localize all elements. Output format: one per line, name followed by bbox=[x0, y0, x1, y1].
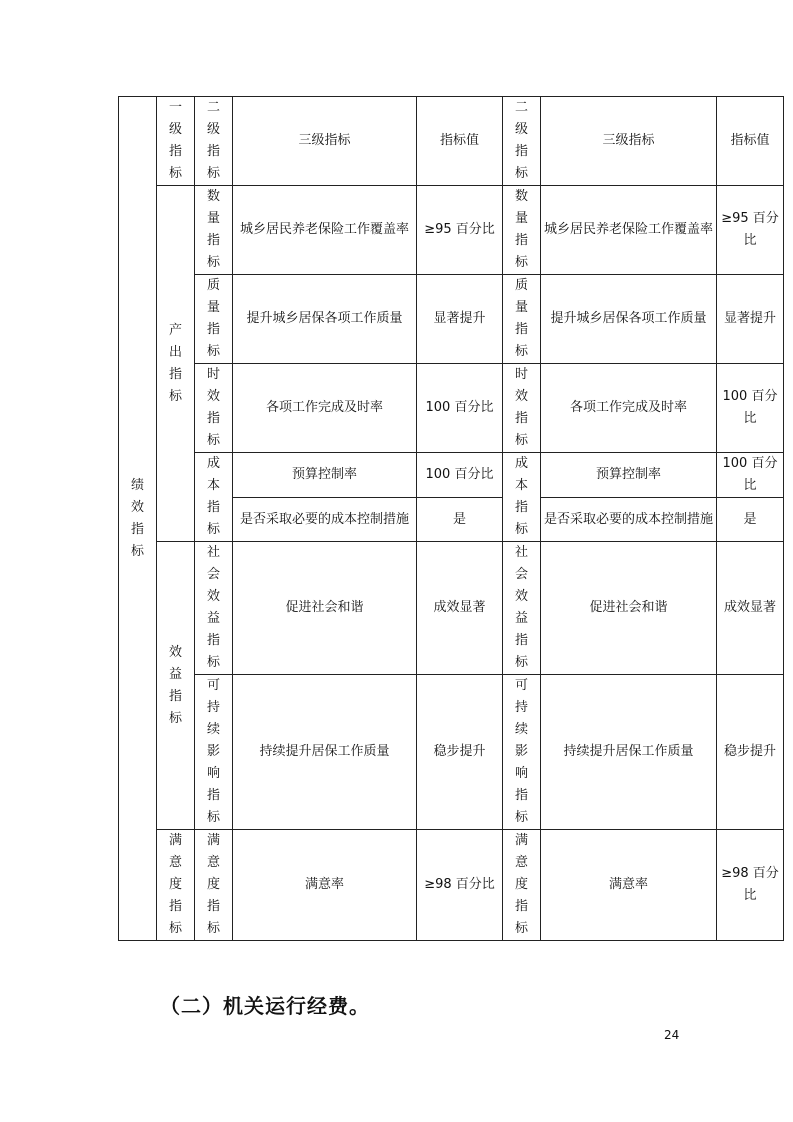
level3-cell-b: 满意率 bbox=[541, 830, 717, 941]
level2-cell: 数量指标 bbox=[195, 186, 233, 275]
group-output: 产出指标 bbox=[157, 186, 195, 542]
value-cell: 是 bbox=[417, 498, 503, 542]
table-row bbox=[119, 275, 784, 364]
level3-cell-b: 是否采取必要的成本控制措施 bbox=[541, 498, 717, 542]
level3-cell-b: 持续提升居保工作质量 bbox=[541, 675, 717, 830]
value-cell-b: 100 百分比 bbox=[717, 453, 784, 498]
table-row bbox=[119, 186, 784, 275]
level3-cell: 各项工作完成及时率 bbox=[233, 364, 417, 453]
group-satisfaction: 满意度指标 bbox=[157, 830, 195, 941]
table-header-row bbox=[119, 97, 784, 186]
value-cell: 显著提升 bbox=[417, 275, 503, 364]
level2-cell-b: 数量指标 bbox=[503, 186, 541, 275]
level2-cell: 时效指标 bbox=[195, 364, 233, 453]
value-cell: 稳步提升 bbox=[417, 675, 503, 830]
level2-cell-b: 满意度指标 bbox=[503, 830, 541, 941]
level2-cell: 可持续影响指标 bbox=[195, 675, 233, 830]
level2-cell-b: 可持续影响指标 bbox=[503, 675, 541, 830]
value-cell-b: ≥95 百分比 bbox=[717, 186, 784, 275]
level2-cell: 质量指标 bbox=[195, 275, 233, 364]
table-row bbox=[119, 453, 784, 498]
level2-cell-b: 质量指标 bbox=[503, 275, 541, 364]
level3-cell: 提升城乡居保各项工作质量 bbox=[233, 275, 417, 364]
table-row bbox=[119, 830, 784, 941]
header-level3: 三级指标 bbox=[233, 97, 417, 186]
level3-cell-b: 促进社会和谐 bbox=[541, 542, 717, 675]
value-cell: 100 百分比 bbox=[417, 453, 503, 498]
header-level3-b: 三级指标 bbox=[541, 97, 717, 186]
level2-cell: 成本指标 bbox=[195, 453, 233, 542]
level2-cell: 满意度指标 bbox=[195, 830, 233, 941]
performance-indicator-table bbox=[118, 96, 784, 941]
level3-cell: 是否采取必要的成本控制措施 bbox=[233, 498, 417, 542]
header-value: 指标值 bbox=[417, 97, 503, 186]
group-benefit: 效益指标 bbox=[157, 542, 195, 830]
value-cell-b: 成效显著 bbox=[717, 542, 784, 675]
level3-cell: 满意率 bbox=[233, 830, 417, 941]
level3-cell: 促进社会和谐 bbox=[233, 542, 417, 675]
level2-cell: 社会效益指标 bbox=[195, 542, 233, 675]
level3-cell: 预算控制率 bbox=[233, 453, 417, 498]
value-cell-b: 是 bbox=[717, 498, 784, 542]
level3-cell-b: 各项工作完成及时率 bbox=[541, 364, 717, 453]
header-value-b: 指标值 bbox=[717, 97, 784, 186]
performance-indicator-label-cell: 绩效指标 bbox=[119, 97, 157, 941]
level3-cell-b: 城乡居民养老保险工作覆盖率 bbox=[541, 186, 717, 275]
level2-cell-b: 成本指标 bbox=[503, 453, 541, 542]
table-row bbox=[119, 675, 784, 830]
level3-cell-b: 预算控制率 bbox=[541, 453, 717, 498]
level2-cell-b: 时效指标 bbox=[503, 364, 541, 453]
value-cell-b: ≥98 百分比 bbox=[717, 830, 784, 941]
value-cell: ≥98 百分比 bbox=[417, 830, 503, 941]
level3-cell: 持续提升居保工作质量 bbox=[233, 675, 417, 830]
table-row bbox=[119, 364, 784, 453]
header-level2-b: 二级指标 bbox=[503, 97, 541, 186]
value-cell: 成效显著 bbox=[417, 542, 503, 675]
section-heading: （二）机关运行经费。 bbox=[160, 994, 370, 1018]
level3-cell: 城乡居民养老保险工作覆盖率 bbox=[233, 186, 417, 275]
value-cell: 100 百分比 bbox=[417, 364, 503, 453]
level2-cell-b: 社会效益指标 bbox=[503, 542, 541, 675]
header-level2: 二级指标 bbox=[195, 97, 233, 186]
header-level1: 一级指标 bbox=[157, 97, 195, 186]
value-cell-b: 显著提升 bbox=[717, 275, 784, 364]
value-cell: ≥95 百分比 bbox=[417, 186, 503, 275]
value-cell-b: 稳步提升 bbox=[717, 675, 784, 830]
page-number: 24 bbox=[664, 1028, 680, 1042]
table-row bbox=[119, 542, 784, 675]
level3-cell-b: 提升城乡居保各项工作质量 bbox=[541, 275, 717, 364]
value-cell-b: 100 百分比 bbox=[717, 364, 784, 453]
